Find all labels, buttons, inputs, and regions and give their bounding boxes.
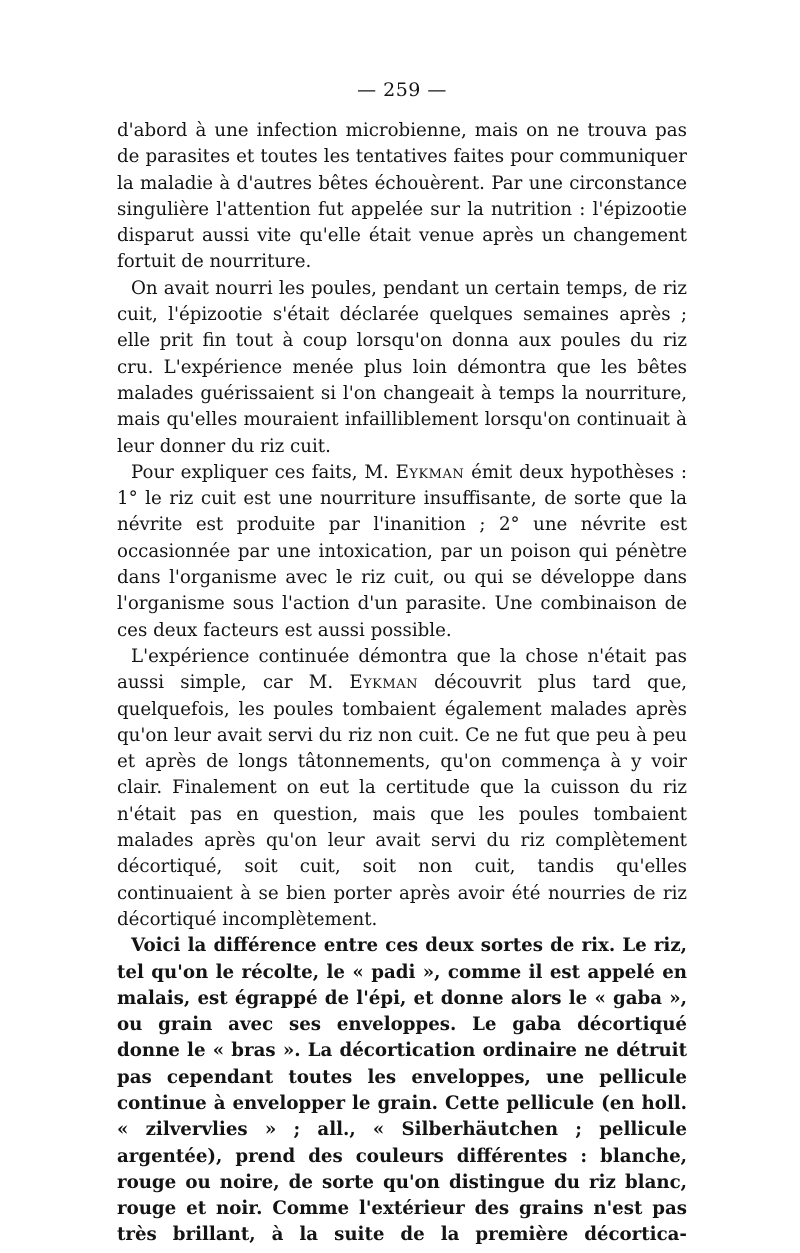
paragraph-3-start: Pour expliquer ces faits, M. — [131, 461, 396, 483]
paragraph-4 — [117, 644, 687, 933]
author-name: Eykman — [349, 672, 418, 694]
paragraph-5: Voici la différence entre ces deux sortes de rix. Le riz, tel qu'on le récolte, le « padi », comme il est appelé en malais, est égrappé de l'épi, et donne alors le « gaba », ou grain avec ses enveloppes. Le gaba décortiqué donne le « bras ». La décortication ordinaire ne détruit pas cependant toutes les enveloppes, une pellicule continue à envelopper le grain. Cette pellicule (en holl. « zilvervlies » ; all., « Silberhäutchen ; pellicule argentée), prend des couleurs différentes : blanche, rouge ou noire, de sorte qu'on distingue du riz blanc, rouge et noir. Comme l'extérieur des grains n'est pas très brillant, à la suite de la première décortica- — [117, 935, 687, 1246]
paragraph-2: On avait nourri les poules, pendant un certain temps, de riz cuit, l'épizootie s'était déclarée quelques semaines après ; elle prit fin tout à coup lorsqu'on donna aux poules du riz cru. L'expérience menée plus loin démontra que les bêtes malades guérissaient si l'on changeait à temps la nourriture, mais qu'elles mouraient infailliblement lorsqu'on continuait à leur donner du riz cuit. — [117, 277, 687, 457]
paragraph-3-rest: émit deux hypothèses : 1° le riz cuit est une nourriture insuffisante, de sorte que la névrite est produite par l'inanition ; 2° une névrite est occasionnée par une intoxication, par un poison qui pénètre dans l'organisme avec le riz cuit, ou qui se développe dans l'organisme sous l'action d'un parasite. Une combinaison de ces deux facteurs est aussi possible. — [117, 461, 687, 641]
paragraph-4-start: L'expérience continuée démontra que la chose n'était pas aussi simple, car M. — [117, 645, 687, 694]
page-number: — 259 — — [357, 79, 447, 101]
author-name: Eykman — [395, 461, 465, 483]
paragraph-4-rest: découvrit plus tard que, quelquefois, les poules tombaient également malades après qu'on leur avait servi du riz non cuit. Ce ne fut que peu à peu et après de longs tâtonnements, qu'on commença à y voir clair. Finalement on eut la certitude que la cuisson du riz n'était pas en question, mais que les poules tombaient malades après qu'on leur avait servi du riz complètement décortiqué, soit cuit, soit non cuit, tandis qu'elles continuaient à se bien porter après avoir été nourries de riz décortiqué incomplètement. — [117, 672, 687, 930]
paragraph-1: d'abord à une infection microbienne, mais on ne trouva pas de parasites et toutes les tentatives faites pour communiquer la maladie à d'autres bêtes échouèrent. Par une circonstance singulière l'attention fut appelée sur la nutrition : l'épizootie disparut aussi vite qu'elle était venue après un changement fortuit de nourriture. — [117, 120, 687, 273]
paragraph-3 — [117, 460, 687, 644]
book-page — [117, 76, 687, 1249]
